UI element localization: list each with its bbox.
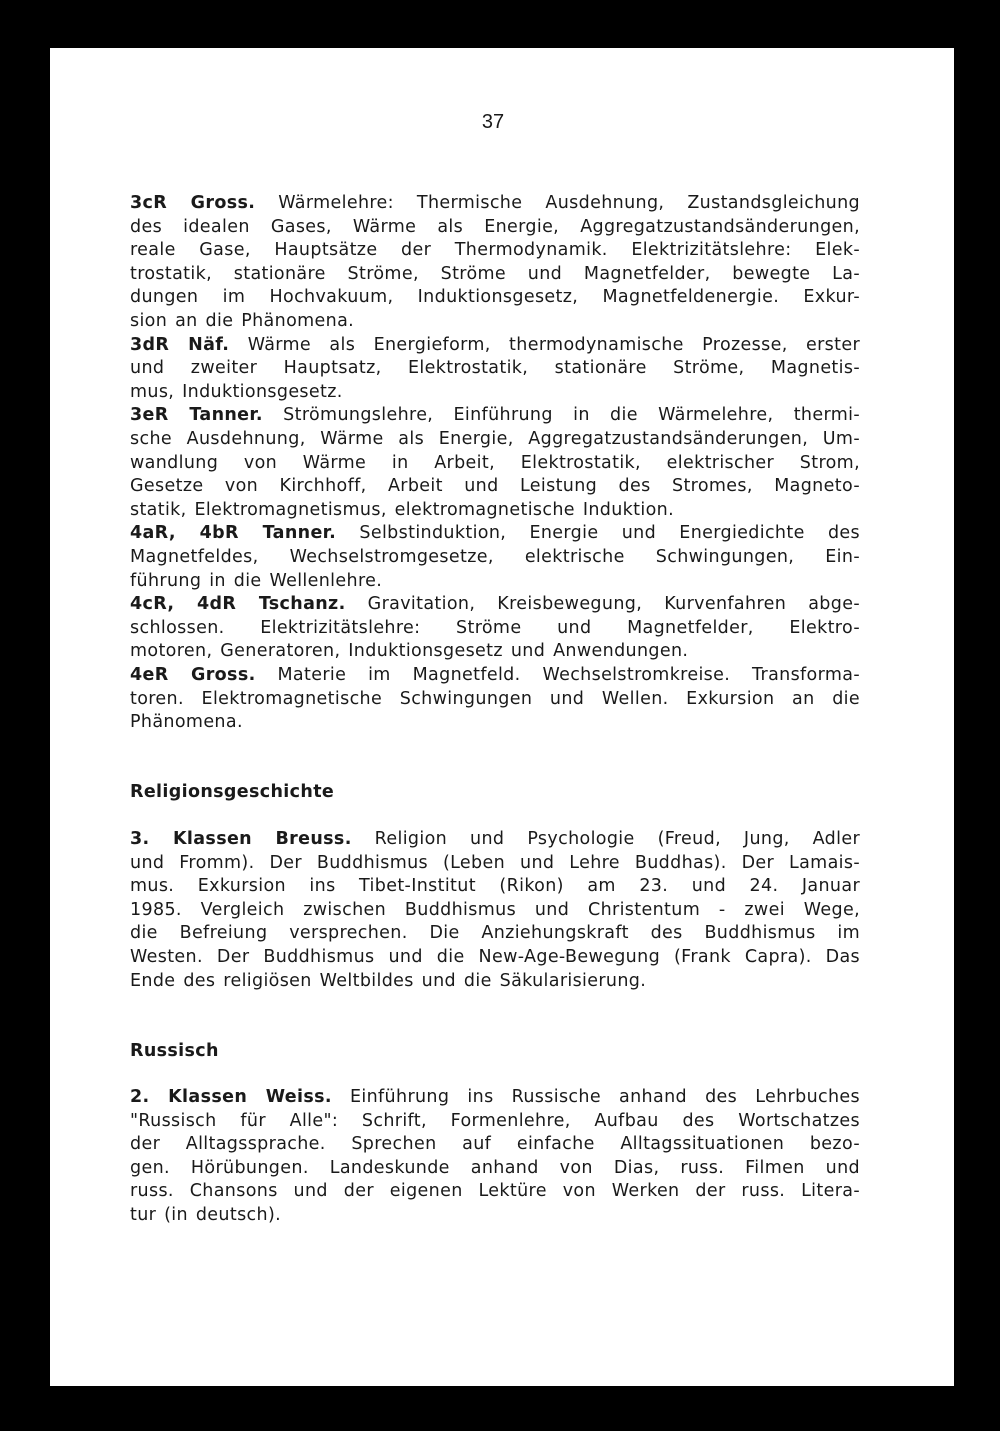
course-description: schlossen. Elektrizitätslehre: Ströme und Magnetfelder, Elektro-	[130, 617, 860, 638]
text-line	[130, 617, 860, 640]
text-line	[130, 404, 860, 427]
course-description: Einführung ins Russische anhand des Lehrbuches	[331, 1087, 861, 1107]
course-description: dungen im Hochvakuum, Induktionsgesetz, Magnetfeldenergie. Exkur-	[130, 287, 860, 308]
course-description: gen. Hörübungen. Landeskunde anhand von Dias, russ. Filmen und	[130, 1157, 860, 1178]
course-description: Gesetze von Kirchhoff, Arbeit und Leistung des Stromes, Magneto-	[130, 476, 860, 497]
section-heading-russisch: Russisch	[130, 1041, 219, 1061]
text-line	[130, 593, 860, 616]
text-line	[130, 946, 860, 969]
course-description: sche Ausdehnung, Wärme als Energie, Aggregatzustandsänderungen, Um-	[130, 429, 860, 449]
text-line	[130, 263, 860, 286]
course-description: mus. Exkursion ins Tibet-Institut (Rikon) am 23. und 24. Januar	[130, 876, 860, 897]
text-line	[130, 546, 860, 569]
document-page	[50, 48, 954, 1386]
text-line	[130, 1133, 860, 1156]
text-line	[130, 640, 860, 663]
course-description: "Russisch für Alle": Schrift, Formenlehre, Aufbau des Wortschatzes	[130, 1110, 860, 1131]
text-line	[130, 428, 860, 451]
text-line	[130, 828, 860, 851]
course-description: Strömungslehre, Einführung in die Wärmelehre, thermi-	[262, 405, 860, 426]
text-line	[130, 711, 860, 734]
course-label: 2. Klassen Weiss.	[130, 1087, 332, 1107]
text-line	[130, 875, 860, 898]
text-line	[130, 216, 860, 239]
course-label: 4eR Gross.	[130, 665, 256, 685]
page-number: 37	[481, 111, 505, 133]
text-line	[130, 688, 860, 711]
course-description: führung in die Wellenlehre.	[130, 570, 383, 591]
course-description: und zweiter Hauptsatz, Elektrostatik, stationäre Ströme, Magnetis-	[130, 358, 860, 379]
course-description: Religion und Psychologie (Freud, Jung, Adler	[351, 829, 860, 849]
course-description: Wärme als Energieform, thermodynamische Prozesse, erster	[229, 334, 860, 355]
text-line	[130, 381, 860, 404]
course-label: 3. Klassen Breuss.	[130, 829, 352, 849]
course-label: 4cR, 4dR Tschanz.	[130, 594, 346, 615]
text-line	[130, 922, 860, 945]
text-line	[130, 1157, 860, 1180]
text-line	[130, 475, 860, 498]
text-line	[130, 239, 860, 262]
course-description: tur (in deutsch).	[130, 1205, 282, 1225]
course-description: Materie im Magnetfeld. Wechselstromkreise. Transforma-	[255, 665, 860, 685]
course-description: 1985. Vergleich zwischen Buddhismus und Christentum - zwei Wege,	[130, 899, 860, 920]
course-description: Magnetfeldes, Wechselstromgesetze, elektrische Schwingungen, Ein-	[130, 547, 860, 567]
course-description: wandlung von Wärme in Arbeit, Elektrostatik, elektrischer Strom,	[130, 452, 860, 473]
course-label: 3dR Näf.	[130, 334, 230, 355]
course-description: toren. Elektromagnetische Schwingungen und Wellen. Exkursion an die	[130, 688, 860, 709]
course-description: und Fromm). Der Buddhismus (Leben und Lehre Buddhas). Der Lamais-	[130, 852, 860, 873]
course-label: 3eR Tanner.	[130, 405, 263, 426]
course-description: trostatik, stationäre Ströme, Ströme und Magnetfelder, bewegte La-	[130, 263, 860, 284]
course-description: Selbstinduktion, Energie und Energiedichte des	[336, 523, 860, 544]
course-description: Westen. Der Buddhismus und die New-Age-Bewegung (Frank Capra). Das	[130, 947, 860, 967]
text-line	[130, 1180, 860, 1203]
text-line	[130, 499, 860, 522]
text-line	[130, 522, 860, 545]
course-description: Gravitation, Kreisbewegung, Kurvenfahren abge-	[345, 594, 860, 615]
text-line	[130, 192, 860, 215]
course-description: der Alltagssprache. Sprechen auf einfache Alltagssituationen bezo-	[130, 1134, 860, 1155]
course-description: russ. Chansons und der eigenen Lektüre von Werken der russ. Litera-	[130, 1181, 860, 1202]
text-line	[130, 452, 860, 475]
course-label: 4aR, 4bR Tanner.	[130, 523, 337, 544]
text-line	[130, 357, 860, 380]
course-description: mus, Induktionsgesetz.	[130, 381, 343, 402]
text-line	[130, 664, 860, 687]
course-description: Ende des religiösen Weltbildes und die Säkularisierung.	[130, 970, 647, 991]
course-label: 3cR Gross.	[130, 193, 256, 213]
text-line	[130, 1204, 860, 1227]
course-description: die Befreiung versprechen. Die Anziehungskraft des Buddhismus im	[130, 923, 860, 944]
course-description: sion an die Phänomena.	[130, 311, 355, 331]
course-description: reale Gase, Hauptsätze der Thermodynamik. Elektrizitätslehre: Elek-	[130, 240, 860, 261]
course-description: motoren, Generatoren, Induktionsgesetz und Anwendungen.	[130, 641, 689, 662]
text-line	[130, 1086, 860, 1109]
course-description: Wärmelehre: Thermische Ausdehnung, Zustandsgleichung	[255, 193, 860, 213]
text-line	[130, 334, 860, 357]
text-line	[130, 899, 860, 922]
course-description: des idealen Gases, Wärme als Energie, Aggregatzustandsänderungen,	[130, 216, 860, 237]
text-line	[130, 852, 860, 875]
text-line	[130, 286, 860, 309]
text-line	[130, 970, 860, 993]
course-description: Phänomena.	[130, 712, 243, 733]
course-description: statik, Elektromagnetismus, elektromagnetische Induktion.	[130, 499, 674, 520]
text-line	[130, 310, 860, 333]
section-heading-religion: Religionsgeschichte	[130, 782, 335, 802]
text-line	[130, 570, 860, 593]
text-line	[130, 1110, 860, 1133]
